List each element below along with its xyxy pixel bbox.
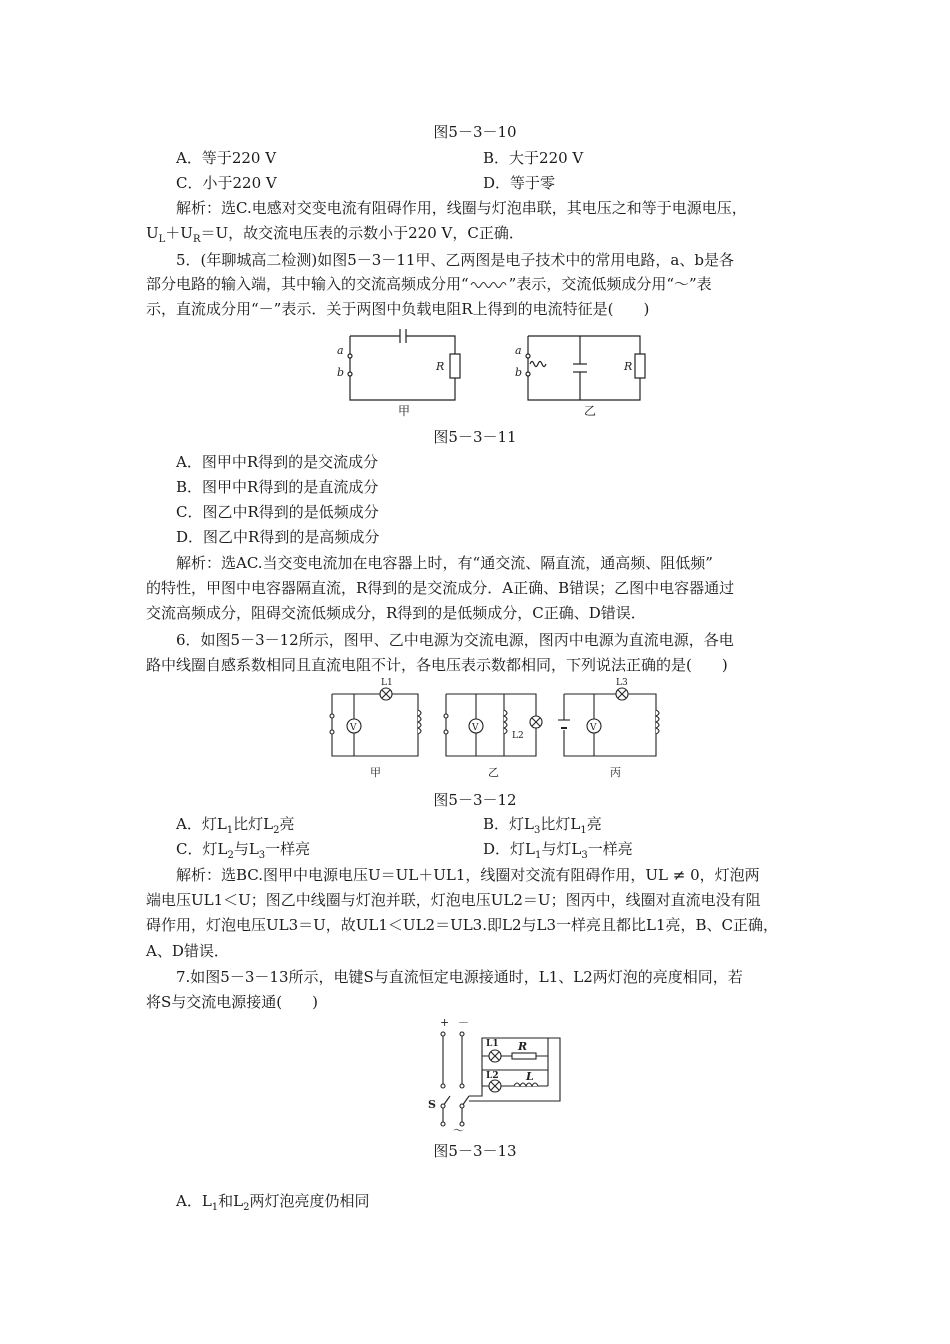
q6-stem-line1: 6．如图5－3－12所示，图甲、乙中电源为交流电源，图丙中电源为直流电源，各电 [176, 631, 734, 649]
q6-option-d: D．灯$L_1$与灯$L_3$一样亮 [483, 840, 633, 861]
q5-stem-line1: 5．(年聊城高二检测)如图5－3－11甲、乙两图是电子技术中的常用电路，a、b是各 [176, 251, 734, 269]
fig511-label-b-yi: b [515, 366, 523, 379]
q7-option-a: A．$L_1$和$L_2$两灯泡亮度仍相同 [176, 1192, 370, 1213]
fig513-label-s: S [428, 1098, 436, 1111]
fig513-label-r: R [518, 1040, 528, 1053]
fig511-label-jia: 甲 [398, 404, 411, 418]
fig512-label-yi: 乙 [488, 766, 499, 779]
q6-analysis-line4: A、D错误． [146, 942, 229, 960]
q6-analysis-line2: 端电压UL1＜U；图乙中线圈与灯泡并联，灯泡电压UL2＝U；图丙中，线圈对直流电没有阻 [146, 891, 761, 909]
fig512-v-yi: V [472, 723, 479, 733]
q7-stem-line1: 7.如图5－3－13所示，电键S与直流恒定电源接通时，L1、L2两灯泡的亮度相同，若 [176, 968, 743, 986]
q4-analysis-line2: $U_L+U_R=U$，故交流电压表的示数小于220 V，C正确． [146, 224, 524, 245]
q5-option-a: A．图甲中R得到的是交流成分 [176, 453, 379, 471]
fig513-label-l1: L1 [486, 1039, 499, 1049]
q4-analysis-line1: 解析：选C.电感对交变电流有阻碍作用，线圈与灯泡串联，其电压之和等于电源电压， [176, 199, 747, 217]
q4-option-a: A．等于220 V [176, 149, 277, 167]
q5-stem-line2-a: 部分电路的输入端，其中输入的交流高频成分用“ [146, 275, 469, 293]
fig511-label-a-jia: a [337, 344, 344, 357]
fig512-label-jia: 甲 [370, 766, 381, 779]
fig513-label-l2: L2 [486, 1071, 499, 1081]
fig512-v-bing: V [590, 723, 597, 733]
figure-caption-5-3-11: 图5－3－11 [433, 428, 517, 446]
fig512-label-l3: L3 [616, 678, 628, 688]
fig512-label-l2: L2 [512, 731, 524, 741]
fig511-label-b-jia: b [337, 366, 345, 379]
fig512-label-l1: L1 [381, 678, 393, 688]
fig513-label-plus: + [440, 1016, 450, 1029]
figure-caption-5-3-13: 图5－3－13 [433, 1142, 517, 1160]
q4-analysis-line2-text: 故交流电压表的示数小于220 V，C正确． [243, 224, 524, 242]
q5-stem-line3: 示，直流成分用“－”表示．关于两图中负载电阻R上得到的电流特征是( ) [146, 300, 650, 318]
fig511-label-r-jia: R [436, 360, 445, 373]
fig511-label-a-yi: a [515, 344, 522, 357]
fig512-v-jia: V [350, 723, 357, 733]
fig511-label-r-yi: R [624, 360, 633, 373]
figure-5-3-11-circuits [330, 318, 660, 418]
q6-option-a: A．灯$L_1$比灯$L_2$亮 [176, 815, 295, 836]
q4-option-d: D．等于零 [483, 174, 556, 192]
q6-option-c: C．灯$L_2$与$L_3$一样亮 [176, 840, 311, 861]
q4-option-c: C．小于220 V [176, 174, 277, 192]
q5-option-c: C．图乙中R得到的是低频成分 [176, 503, 379, 521]
q5-option-d: D．图乙中R得到的是高频成分 [176, 528, 380, 546]
q5-stem-line2 [146, 273, 712, 295]
fig512-label-bing: 丙 [610, 766, 621, 779]
figure-5-3-12-circuits [318, 676, 668, 784]
q7-stem-line2: 将S与交流电源接通( ) [146, 993, 318, 1011]
high-frequency-wave-icon [469, 279, 509, 291]
q6-option-b: B．灯$L_3$比灯$L_1$亮 [483, 815, 602, 836]
q5-analysis-line1: 解析：选AC.当交变电流加在电容器上时，有“通交流、隔直流，通高频、阻低频” [176, 554, 713, 572]
q4-option-b: B．大于220 V [483, 149, 584, 167]
q5-analysis-line3: 交流高频成分，阻碍交流低频成分，R得到的是低频成分，C正确、D错误． [146, 604, 646, 622]
fig513-label-l: L [526, 1070, 534, 1083]
figure-caption-5-3-10: 图5－3－10 [433, 123, 517, 141]
fig513-label-minus: － [458, 1016, 469, 1029]
q5-stem-line2-b: ”表示，交流低频成分用“～”表 [508, 275, 712, 293]
fig513-label-tilde: ～ [453, 1124, 464, 1134]
q5-option-b: B．图甲中R得到的是直流成分 [176, 478, 379, 496]
q6-analysis-line3: 碍作用，灯泡电压UL3＝U，故UL1＜UL2＝UL3.即L2与L3一样亮且都比L1亮，B、C正确， [146, 916, 779, 934]
q6-analysis-line1: 解析：选BC.图甲中电源电压U＝UL＋UL1，线圈对交流有阻碍作用，UL ≠ 0，灯泡两 [176, 866, 760, 884]
q5-analysis-line2: 的特性，甲图中电容器隔直流，R得到的是交流成分．A正确、B错误；乙图中电容器通过 [146, 579, 735, 597]
figure-caption-5-3-12: 图5－3－12 [433, 791, 517, 809]
fig511-label-yi: 乙 [584, 404, 597, 418]
figure-5-3-13-circuit [420, 1016, 570, 1134]
q6-stem-line2: 路中线圈自感系数相同且直流电阻不计，各电压表示数都相同，下列说法正确的是( ) [146, 656, 728, 674]
